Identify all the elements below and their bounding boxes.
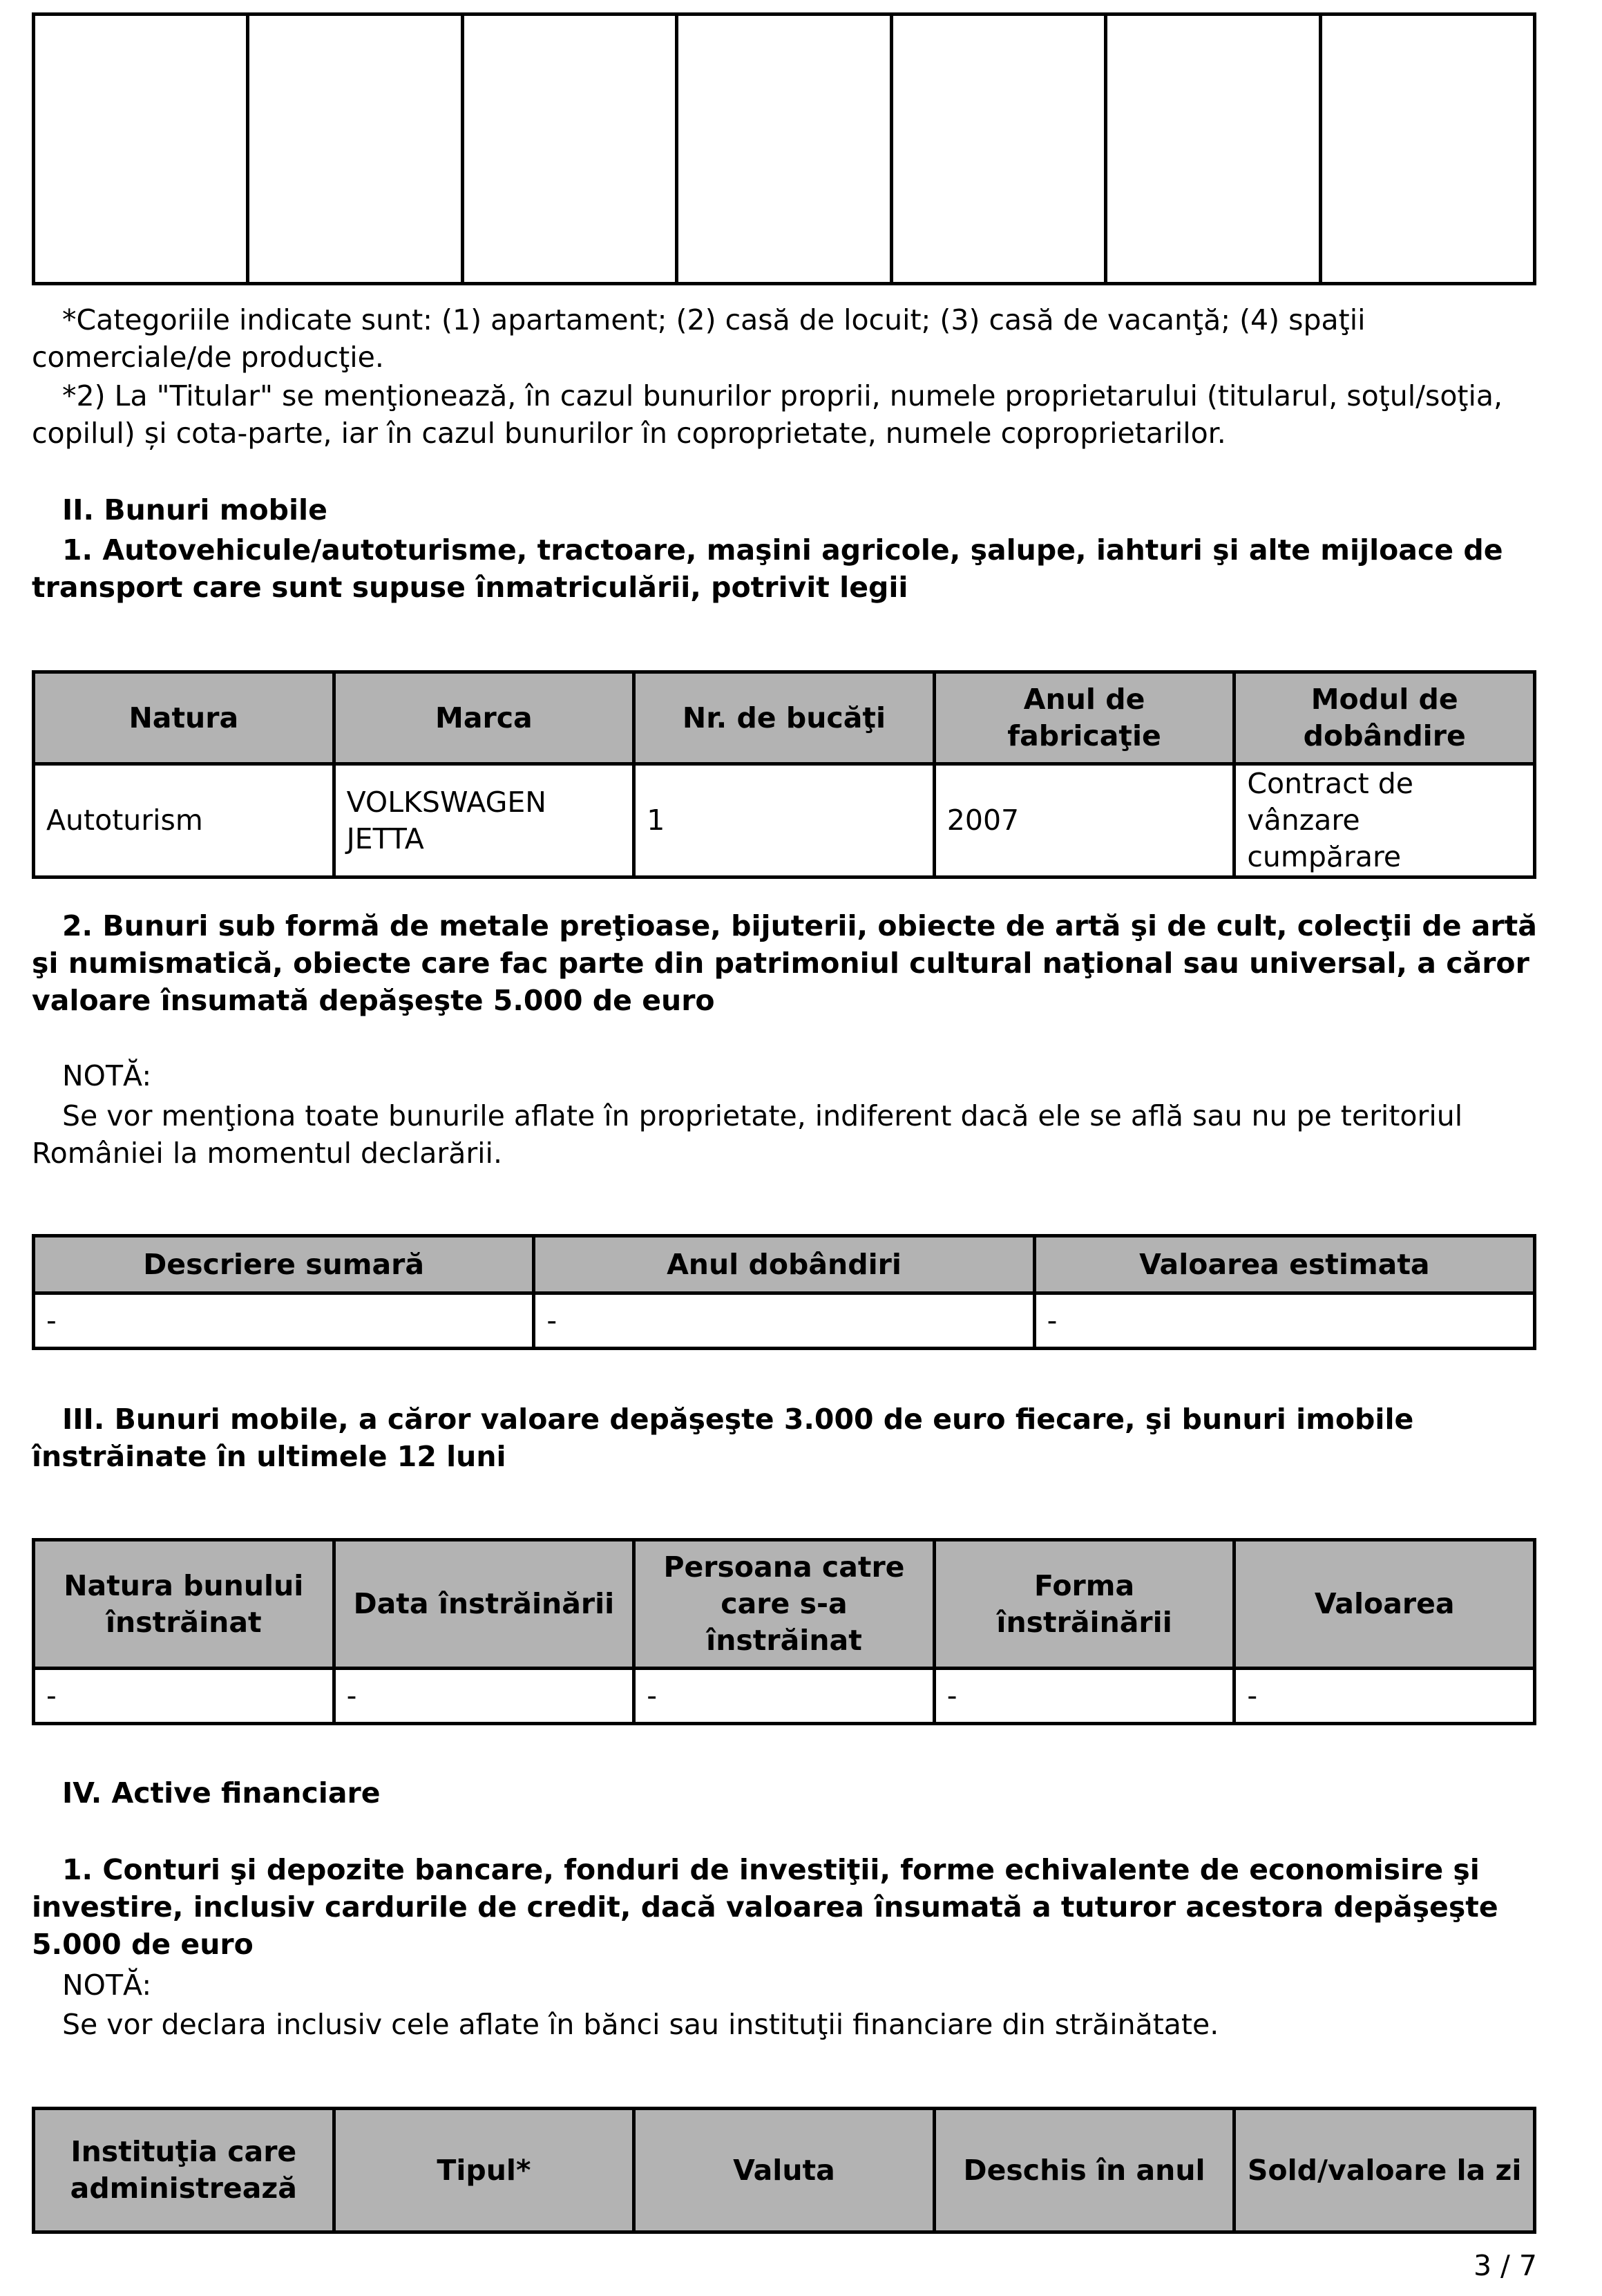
note-text xyxy=(32,1097,1545,1172)
table-cell: - xyxy=(34,1293,534,1349)
column-header: Natura xyxy=(34,672,334,764)
note-label xyxy=(32,1057,1545,1094)
table-header-row xyxy=(34,1236,1535,1293)
column-header: Data înstrăinării xyxy=(334,1540,634,1669)
vehicles-table xyxy=(32,670,1536,879)
column-header: Anul de fabricaţie xyxy=(934,672,1234,764)
page-number: 3 / 7 xyxy=(1473,2249,1537,2282)
table-cell xyxy=(1106,15,1320,284)
column-header: Natura bunului înstrăinat xyxy=(34,1540,334,1669)
table-cell: - xyxy=(34,1669,334,1724)
footnote-titular-text: *2) La "Titular" se menţionează, în cazul bunurilor proprii, numele proprietarului (titularul, soţul/soţia, copilul) și cota-parte, iar în cazul bunurilor în coproprietate, numele coproprietarilor. xyxy=(32,379,1503,450)
footnote-categories xyxy=(32,301,1545,376)
table-cell: - xyxy=(534,1293,1034,1349)
subsection-title: 1. Conturi şi depozite bancare, fonduri de investiţii, forme echivalente de economisire şi investire, inclusiv cardurile de credit, dacă valoarea însumată a tuturor acestora depăşeşte 5.000 de euro xyxy=(32,1853,1498,1961)
table-cell: 2007 xyxy=(934,764,1234,877)
table-cell xyxy=(248,15,462,284)
subsection-vehicles-heading xyxy=(32,531,1545,606)
table-row xyxy=(34,1669,1535,1724)
table-header-row xyxy=(34,672,1535,764)
column-header: Modul de dobândire xyxy=(1234,672,1535,764)
column-header: Marca xyxy=(334,672,634,764)
note-text-body: Se vor declara inclusiv cele aflate în bănci sau instituţii financiare din străinătate. xyxy=(62,2008,1219,2041)
subsection-bank-accounts-heading xyxy=(32,1851,1545,1963)
subsection-title: 1. Autovehicule/autoturisme, tractoare, maşini agricole, şalupe, iahturi şi alte mijloace de transport care sunt supuse înmatriculării, potrivit legii xyxy=(32,533,1503,604)
column-header: Valoarea estimata xyxy=(1034,1236,1534,1293)
section-title: III. Bunuri mobile, a căror valoare depăşeşte 3.000 de euro fiecare, şi bunuri imobile înstrăinate în ultimele 12 luni xyxy=(32,1403,1414,1473)
column-header: Valuta xyxy=(634,2109,935,2232)
section-heading-alienated-assets xyxy=(32,1401,1545,1475)
table-cell: - xyxy=(334,1669,634,1724)
note-label xyxy=(32,1966,1545,2004)
note-text xyxy=(32,2006,1545,2043)
table-cell: - xyxy=(634,1669,935,1724)
table-cell: - xyxy=(1234,1669,1535,1724)
table-row xyxy=(34,764,1535,877)
valuables-table xyxy=(32,1234,1536,1350)
column-header: Tipul* xyxy=(334,2109,634,2232)
table-cell xyxy=(677,15,891,284)
subsection-valuables-heading xyxy=(32,907,1545,1019)
footnote-titular xyxy=(32,377,1545,452)
real-estate-table-continuation xyxy=(32,12,1536,285)
column-header: Instituţia care administrează xyxy=(34,2109,334,2232)
table-cell: - xyxy=(934,1669,1234,1724)
alienated-assets-table xyxy=(32,1538,1536,1725)
column-header: Sold/valoare la zi xyxy=(1234,2109,1535,2232)
note-label-text: NOTĂ: xyxy=(62,1968,152,2002)
table-cell xyxy=(34,15,248,284)
table-cell: Autoturism xyxy=(34,764,334,877)
table-cell: - xyxy=(1034,1293,1534,1349)
section-heading-movable-assets xyxy=(32,491,1545,529)
section-title: II. Bunuri mobile xyxy=(62,493,327,526)
table-header-row xyxy=(34,1540,1535,1669)
table-header-row xyxy=(34,2109,1535,2232)
table-cell: VOLKSWAGEN JETTA xyxy=(334,764,634,877)
column-header: Forma înstrăinării xyxy=(934,1540,1234,1669)
column-header: Descriere sumară xyxy=(34,1236,534,1293)
subsection-title: 2. Bunuri sub formă de metale preţioase, bijuterii, obiecte de artă şi de cult, colecţii de artă şi numismatică, obiecte care fac parte din patrimoniul cultural naţional sau universal, a căror valoare însumată depăşeşte 5.000 de euro xyxy=(32,909,1537,1017)
column-header: Valoarea xyxy=(1234,1540,1535,1669)
note-label-text: NOTĂ: xyxy=(62,1059,152,1092)
section-title: IV. Active financiare xyxy=(62,1776,381,1810)
table-row xyxy=(34,1293,1535,1349)
table-cell xyxy=(1320,15,1534,284)
column-header: Anul dobândiri xyxy=(534,1236,1034,1293)
column-header: Deschis în anul xyxy=(934,2109,1234,2232)
table-cell: Contract de vânzare cumpărare xyxy=(1234,764,1535,877)
bank-accounts-table xyxy=(32,2107,1536,2234)
table-row xyxy=(34,15,1535,284)
column-header: Persoana catre care s-a înstrăinat xyxy=(634,1540,935,1669)
note-text-body: Se vor menţiona toate bunurile aflate în proprietate, indiferent dacă ele se află sau nu pe teritoriul României la momentul declarării. xyxy=(32,1099,1463,1170)
footnote-categories-text: *Categoriile indicate sunt: (1) apartament; (2) casă de locuit; (3) casă de vacanţă; (4) spaţii comerciale/de producţie. xyxy=(32,303,1366,374)
table-cell: 1 xyxy=(634,764,935,877)
table-cell xyxy=(891,15,1105,284)
section-heading-financial-assets xyxy=(32,1774,1545,1812)
column-header: Nr. de bucăţi xyxy=(634,672,935,764)
table-cell xyxy=(462,15,676,284)
